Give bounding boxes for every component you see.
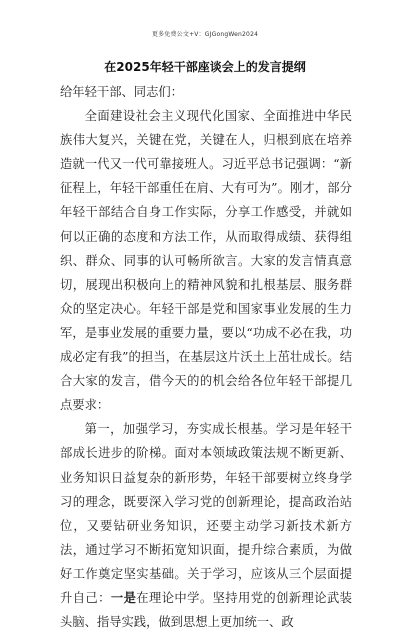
salutation: 给年轻干部、同志们： [60,85,183,99]
header-note: 更多免费公文+V：GJGongWen2024 [151,31,259,38]
paragraph-study-tail: 在理论中学。坚持用党的创新理论武装头脑、指导实践，做到思想上更加统一、政 [60,590,352,630]
paragraph-study-main: 第一，加强学习，夯实成长根基。学习是年轻干部成长进步的阶梯。面对本领域政策法规不断更新、业务知识日益复杂的新形势，年轻干部要树立终身学习的理念，既要深入学习党的创新理论，提高政治站位，又要钻研业务知识，还要主动学习新技术新方法，通过学习不断拓宽知识面，提升综合素质，为做好工作奠定坚实基础。关于学习，应该从三个层面提升自己： [60,422,352,605]
paragraph-intro: 全面建设社会主义现代化国家、全面推进中华民族伟大复兴，关键在党，关键在人，归根到底在培养造就一代又一代可靠接班人。习近平总书记强调：“新征程上，年轻干部重任在肩、大有可为”。刚才，部分年轻干部结合自身工作实际，分享工作感受，并就如何以正确的态度和方法工作，从而取得成绩、获得组织、群众、同事的认可畅所欲言。大家的发言情真意切，展现出积极向上的精神风貌和扎根基层、服务群众的坚定决心。年轻干部是党和国家事业发展的生力军，是事业发展的重要力量，要以“功成不必在我，功成必定有我”的担当，在基层这片沃土上茁壮成长。结合大家的发言，借今天的的机会给各位年轻干部提几点要求： [60,109,352,413]
document-title: 在2025年轻干部座谈会上的发言提纲 [104,60,306,74]
paragraph-study-bold: 一是 [110,589,137,605]
document-body [60,80,352,634]
paragraph-study [60,417,352,634]
